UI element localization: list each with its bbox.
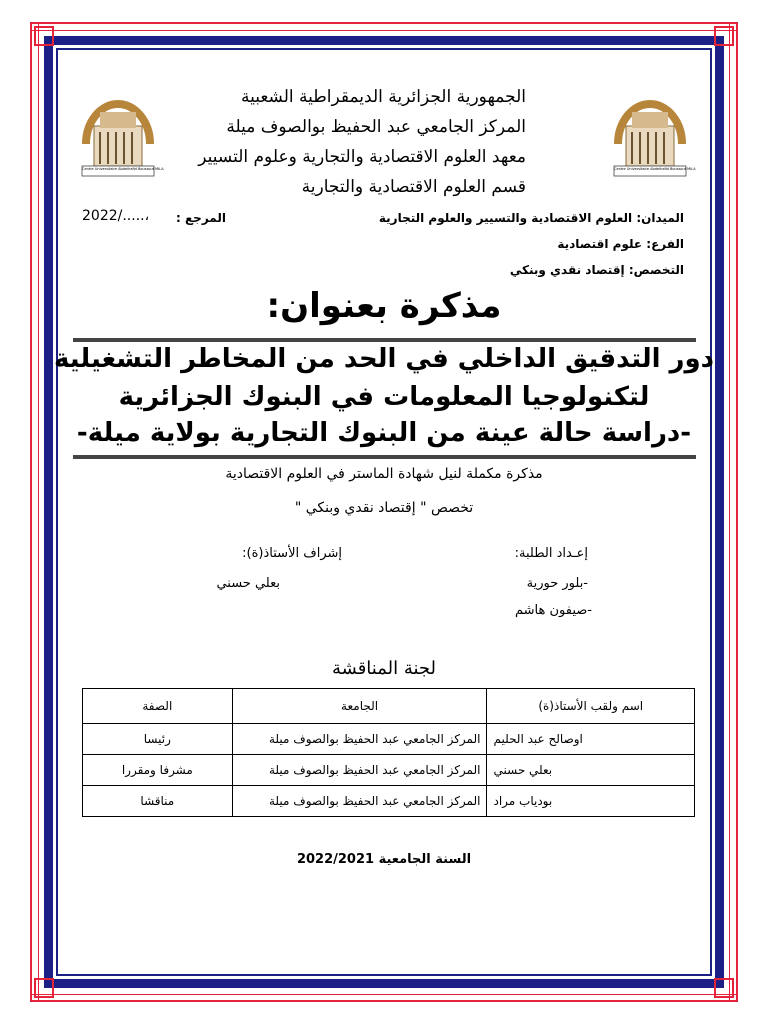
jury-member-role: رئيسا — [83, 724, 233, 755]
title-rule-top — [73, 338, 696, 342]
student-name: -صيفون هاشم — [515, 603, 592, 618]
logo-caption-right: Centre Universitaire Abdelhafid Boussouf MILA — [614, 167, 696, 171]
jury-member-university: المركز الجامعي عبد الحفيظ بوالصوف ميلة — [232, 786, 487, 817]
jury-member-name: بودياب مراد — [487, 786, 695, 817]
jury-table-header-row — [83, 689, 695, 724]
jury-member-name: بعلي حسني — [487, 755, 695, 786]
corner-ornament-bottom-right — [714, 978, 734, 998]
reference-label: المرجع : — [176, 211, 226, 225]
thesis-title-line2: لتكنولوجيا المعلومات في البنوك الجزائرية — [118, 382, 650, 412]
university-logo-left — [78, 92, 164, 180]
header-department: قسم العلوم الاقتصادية والتجارية — [301, 177, 526, 197]
university-logo-right — [610, 92, 696, 180]
jury-member-role: مناقشا — [83, 786, 233, 817]
thesis-title-line3: -دراسة حالة عينة من البنوك التجارية بولاية ميلة- — [76, 418, 692, 448]
table-row — [83, 786, 695, 817]
table-row — [83, 755, 695, 786]
column-header-role: الصفة — [83, 689, 233, 724]
border-red-line-top2 — [30, 30, 738, 31]
specialty-info: التخصص: إقتصاد نقدي وبنكي — [509, 263, 684, 277]
academic-year: السنة الجامعية 2022/2021 — [296, 852, 472, 867]
table-row — [83, 724, 695, 755]
header-republic: الجمهورية الجزائرية الديمقراطية الشعبية — [240, 87, 526, 107]
degree-line: مذكرة مكملة لنيل شهادة الماستر في العلوم الاقتصادية — [225, 466, 543, 482]
border-red-line-bottom — [30, 1000, 738, 1002]
corner-ornament-top-right — [714, 26, 734, 46]
supervisor-name: بعلي حسني — [216, 576, 280, 591]
thesis-title-line1: دور التدقيق الداخلي في الحد من المخاطر التشغيلية — [53, 344, 715, 374]
jury-member-university: المركز الجامعي عبد الحفيظ بوالصوف ميلة — [232, 755, 487, 786]
jury-table — [82, 688, 695, 817]
title-rule-bottom — [73, 455, 696, 459]
column-header-university: الجامعة — [232, 689, 487, 724]
student-name: -بلور حورية — [526, 576, 588, 591]
memo-heading: مذكرة بعنوان: — [266, 286, 502, 326]
corner-ornament-top-left — [34, 26, 54, 46]
jury-member-role: مشرفا ومقررا — [83, 755, 233, 786]
students-label: إعـداد الطلبة: — [514, 546, 588, 561]
field-info: الميدان: العلوم الاقتصادية والتسيير والعلوم التجارية — [378, 211, 684, 225]
jury-member-name: اوصالح عبد الحليم — [487, 724, 695, 755]
header-institute: معهد العلوم الاقتصادية والتجارية وعلوم التسيير — [198, 147, 526, 167]
border-red-line-bottom2 — [30, 994, 738, 995]
jury-title: لجنة المناقشة — [331, 658, 437, 679]
corner-ornament-bottom-left — [34, 978, 54, 998]
specialty-line: تخصص " إقتصاد نقدي وبنكي " — [294, 500, 474, 516]
header-university: المركز الجامعي عبد الحفيظ بوالصوف ميلة — [226, 117, 526, 137]
jury-member-university: المركز الجامعي عبد الحفيظ بوالصوف ميلة — [232, 724, 487, 755]
logo-caption-left: Centre Universitaire Abdelhafid Boussouf MILA — [82, 167, 164, 171]
column-header-name: اسم ولقب الأستاذ(ة) — [487, 689, 695, 724]
reference-value: 2022/.....، — [82, 208, 150, 224]
supervisor-label: إشراف الأستاذ(ة): — [242, 546, 342, 561]
border-red-line-top — [30, 22, 738, 24]
branch-info: الفرع: علوم اقتصادية — [557, 237, 684, 251]
